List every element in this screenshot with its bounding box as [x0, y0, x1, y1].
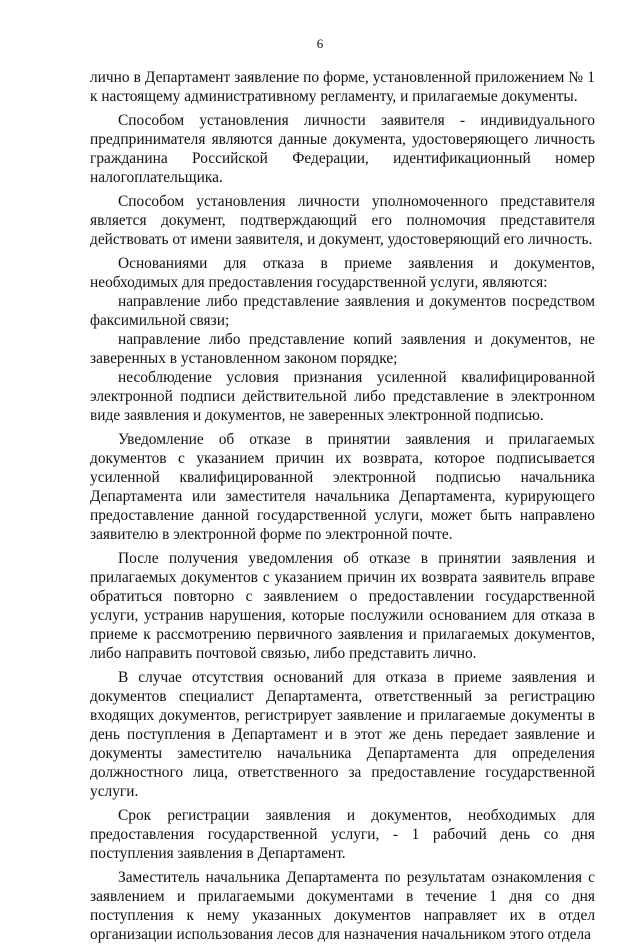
- paragraph-identity-entrepreneur: Способом установления личности заявителя - индивидуального предпринимателя являются данные документа, удостоверяющего личность гражданина Российской Федерации, идентификационный номер налогоплательщика.: [90, 112, 595, 186]
- paragraph-deputy-review: Заместитель начальника Департамента по результатам ознакомления с заявлением и прилагаемыми документами в течение 1 дня со дня поступления к нему указанных документов направляет их в отдел организации использования лесов для назначения начальником этого отдела: [90, 869, 595, 943]
- document-body: [90, 68, 595, 949]
- page-number: 6: [316, 36, 324, 51]
- list-item-copies: направление либо представление копий заявления и документов, не заверенных в установленном законом порядке;: [90, 331, 595, 367]
- paragraph-registration: В случае отсутствия оснований для отказа в приеме заявления и документов специалист Департамента, ответственный за регистрацию входящих документов, регистрирует заявление и прилагаемые документы в день поступления в Департамент и в этот же день передает заявление и документы заместителю начальника Департамента для определения должностного лица, ответственного за предоставление государственной услуги.: [90, 669, 595, 800]
- list-item-signature: несоблюдение условия признания усиленной квалифицированной электронной подписи действительной либо представление в электронном виде заявления и документов, не заверенных электронной подписью.: [90, 369, 595, 424]
- paragraph-registration-term: Срок регистрации заявления и документов, необходимых для предоставления государственной услуги, - 1 рабочий день со дня поступления заявления в Департамент.: [90, 807, 595, 862]
- list-item-fax: направление либо представление заявления и документов посредством факсимильной связи;: [90, 293, 595, 329]
- paragraph-continuation: лично в Департамент заявление по форме, установленной приложением № 1 к настоящему административному регламенту, и прилагаемые документы.: [90, 69, 595, 105]
- paragraph-identity-representative: Способом установления личности уполномоченного представителя является документ, подтверждающий его полномочия представителя действовать от имени заявителя, и документ, удостоверяющий его личность.: [90, 193, 595, 248]
- paragraph-refusal-grounds: Основаниями для отказа в приеме заявления и документов, необходимых для предоставления государственной услуги, являются:: [90, 255, 595, 291]
- paragraph-refusal-notice: Уведомление об отказе в принятии заявления и прилагаемых документов с указанием причин их возврата, которое подписывается усиленной квалифицированной электронной подписью начальника Департамента или заместителя начальника Департамента, курирующего предоставление данной государственной услуги, может быть направлено заявителю в электронной форме по электронной почте.: [90, 431, 595, 543]
- paragraph-resubmission: После получения уведомления об отказе в принятии заявления и прилагаемых документов с указанием причин их возврата заявитель вправе обратиться повторно с заявлением о предоставлении государственной услуги, устранив нарушения, которые послужили основанием для отказа в приеме к рассмотрению первичного заявления и прилагаемых документов, либо направить почтовой связью, либо представить лично.: [90, 550, 595, 662]
